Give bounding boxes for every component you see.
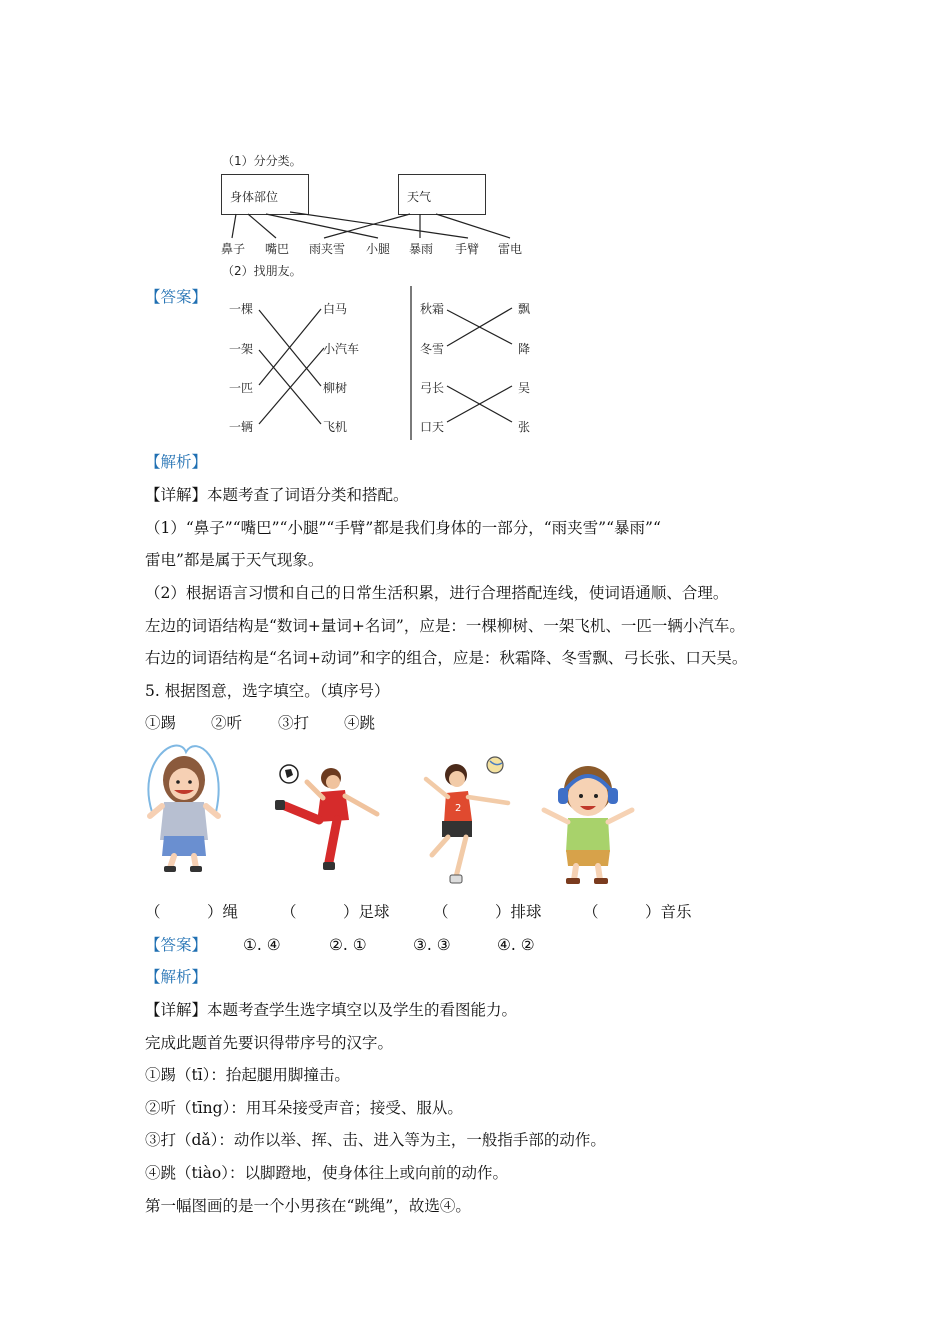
answer-tag-2: 【答案】 (145, 936, 208, 954)
explain-line-4: ③打（dǎ）：动作以举、挥、击、进入等为主，一般指手部的动作。 (145, 1131, 606, 1149)
char-zhang: 张 (518, 420, 531, 434)
blank-soccer[interactable]: （ ）足球 (281, 903, 390, 921)
answer-tag-1: 【答案】 (145, 288, 208, 306)
answer-2: ②. ① (329, 936, 367, 954)
answer-4: ④. ② (497, 936, 535, 954)
answer-3: ③. ③ (413, 936, 451, 954)
measure-jia: 一架 (229, 342, 254, 356)
link-nose (232, 214, 236, 238)
analysis-tag-2: 【解析】 (145, 968, 208, 986)
word-dongxue: 冬雪 (420, 342, 445, 356)
girl-jump-rope-illustration (138, 740, 228, 880)
char-piao: 飘 (518, 302, 531, 316)
explain-line-5: ④跳（tiào）：以脚蹬地，使身体往上或向前的动作。 (145, 1164, 509, 1182)
link-pi (259, 309, 321, 385)
box-weather-label: 天气 (407, 190, 432, 204)
word-mouth: 嘴巴 (265, 242, 290, 256)
option-2: ②听 (211, 714, 243, 732)
word-shank: 小腿 (366, 242, 391, 256)
para-4: 右边的词语结构是“名词+动词”和字的组合，应是：秋霜降、冬雪飘、弓长张、口天吴。 (145, 649, 748, 667)
char-wu: 吴 (518, 381, 531, 395)
link-shank (266, 214, 378, 238)
measure-pi: 一匹 (229, 381, 254, 395)
blank-volleyball[interactable]: （ ）排球 (433, 903, 542, 921)
word-thunder: 雷电 (498, 242, 523, 256)
boy-headphones-illustration (536, 762, 640, 886)
question-5-title: 5. 根据图意，选字填空。（填序号） (145, 682, 390, 700)
noun-car: 小汽车 (323, 342, 360, 356)
para-3: 左边的词语结构是“数词+量词+名词”，应是：一棵柳树、一架飞机、一匹一辆小汽车。 (145, 617, 745, 635)
blank-rope[interactable]: （ ）绳 (145, 903, 239, 921)
link-ke (259, 310, 321, 386)
explain-line-2: ①踢（tī）：抬起腿用脚撞击。 (145, 1066, 350, 1084)
link-dongxue (447, 308, 512, 346)
explain-line-3: ②听（tīng）：用耳朵接受声音；接受、服从。 (145, 1099, 463, 1117)
para-1-line-2: 雷电”都是属于天气现象。 (145, 551, 324, 569)
word-nose: 鼻子 (221, 242, 246, 256)
option-4: ④跳 (344, 714, 376, 732)
word-gongchang: 弓长 (420, 381, 445, 395)
word-koutian: 口天 (420, 420, 445, 434)
detail-line-1: 【详解】本题考查了词语分类和搭配。 (145, 486, 409, 504)
girl-volleyball-illustration (420, 755, 515, 890)
svg-text:2: 2 (455, 803, 462, 814)
diagram1-caption: （1）分分类。 (222, 154, 302, 168)
noun-plane: 飞机 (323, 420, 348, 434)
link-liang (259, 348, 324, 424)
para-1-line-1: （1）“鼻子”“嘴巴”“小腿”“手臂”都是我们身体的一部分，“雨夹雪”“暴雨”“ (145, 519, 661, 537)
link-sleet (324, 214, 410, 238)
measure-liang: 一辆 (229, 420, 254, 434)
noun-white-horse: 白马 (323, 302, 348, 316)
word-sleet: 雨夹雪 (309, 242, 346, 256)
answer-1: ①. ④ (243, 936, 281, 954)
option-3: ③打 (278, 714, 310, 732)
detail-line-2: 【详解】本题考查学生选字填空以及学生的看图能力。 (145, 1001, 518, 1019)
word-qiushuang: 秋霜 (420, 302, 445, 316)
boy-soccer-illustration (265, 758, 385, 878)
explain-line-6: 第一幅图画的是一个小男孩在“跳绳”，故选④。 (145, 1197, 471, 1215)
measure-ke: 一棵 (229, 302, 254, 316)
explain-line-1: 完成此题首先要识得带序号的汉字。 (145, 1034, 394, 1052)
option-1: ①踢 (145, 714, 177, 732)
diagram2-caption: （2）找朋友。 (222, 264, 302, 278)
word-rainstorm: 暴雨 (409, 242, 434, 256)
char-jiang: 降 (518, 342, 531, 356)
noun-willow: 柳树 (323, 381, 348, 395)
link-mouth (248, 214, 276, 238)
box-body-parts-label: 身体部位 (230, 190, 279, 204)
word-arm: 手臂 (455, 242, 480, 256)
blank-music[interactable]: （ ）音乐 (583, 903, 692, 921)
para-2: （2）根据语言习惯和自己的日常生活积累，进行合理搭配连线，使词语通顺、合理。 (145, 584, 729, 602)
analysis-tag-1: 【解析】 (145, 453, 208, 471)
